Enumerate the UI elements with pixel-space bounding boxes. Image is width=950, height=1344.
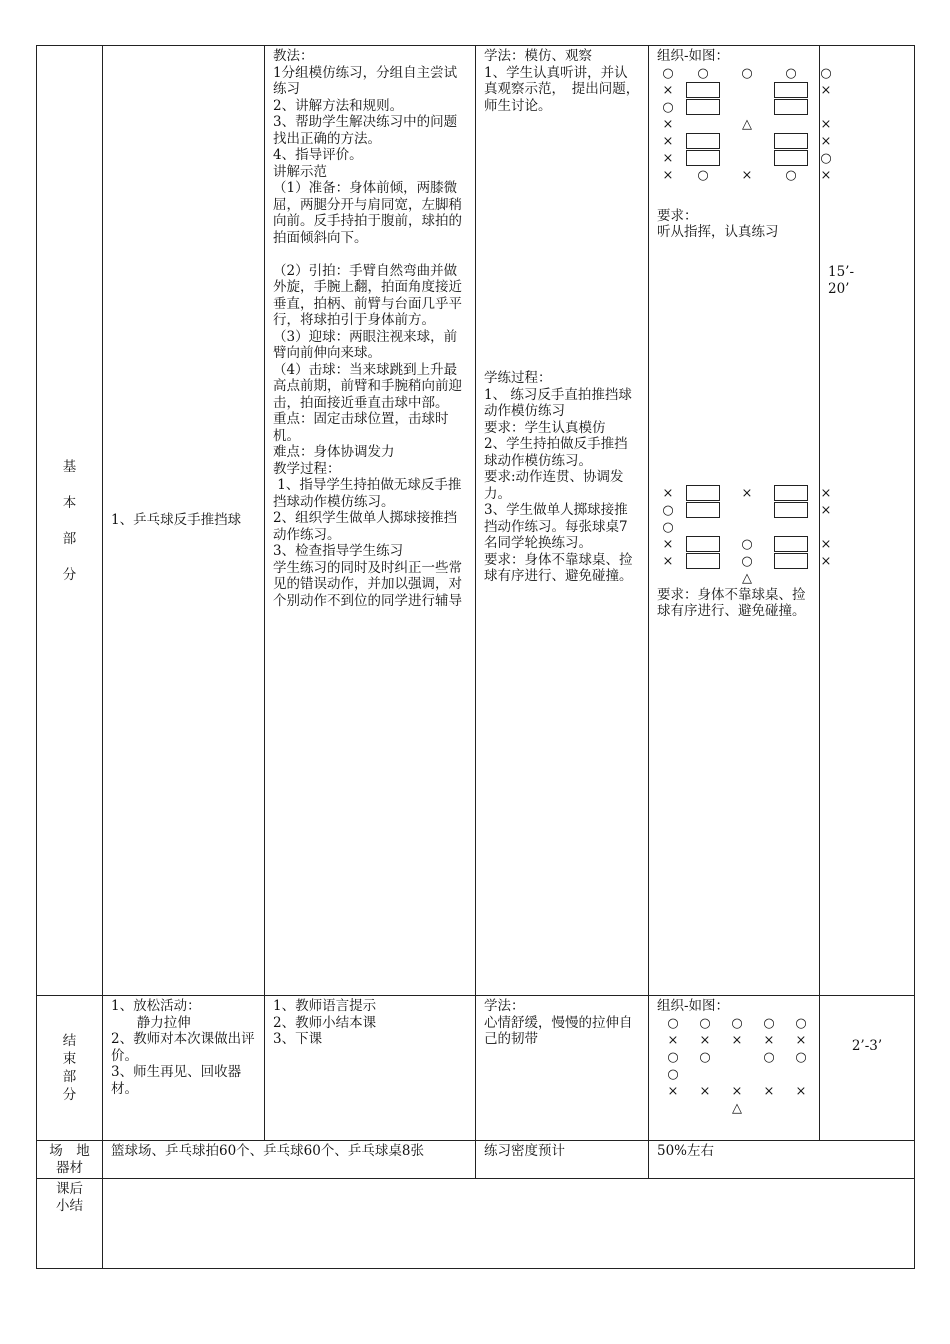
- diagram-empty-cell: [721, 1066, 753, 1083]
- ping-pong-table-icon: [686, 99, 720, 115]
- student-circle-icon: ○: [667, 1049, 679, 1065]
- student-cross-icon: ×: [662, 150, 674, 166]
- main-org-requirement-2: 要求：身体不靠球桌、捡球有序进行、避免碰撞。: [657, 586, 806, 619]
- main-org-title: 组织-如图：: [657, 48, 730, 64]
- end-content: 1、放松活动： 静力拉伸 2、教师对本次课做出评价。 3、师生再见、回收器材。: [103, 996, 265, 1141]
- table-rect-icon: [767, 99, 815, 116]
- diagram-empty-cell: [753, 1066, 785, 1083]
- diagram-empty-cell: [657, 570, 679, 587]
- student-circle-icon: ○: [785, 65, 797, 81]
- student-circle-icon: ○: [667, 1066, 679, 1082]
- student-circle-icon: ○: [662, 519, 674, 535]
- table-rect-icon: [679, 502, 727, 519]
- diagram-empty-cell: [721, 1049, 753, 1066]
- main-learning-method: [476, 46, 649, 996]
- diagram-empty-cell: [727, 99, 767, 116]
- student-cross-icon: ×: [820, 133, 832, 149]
- end-section-label: 结 束 部 分: [37, 996, 103, 1141]
- student-cross-icon: ×: [820, 536, 832, 552]
- ping-pong-table-icon: [686, 485, 720, 501]
- student-circle-icon: ○: [785, 167, 797, 183]
- student-cross-icon: ×: [662, 536, 674, 552]
- student-cross-icon: ×: [820, 82, 832, 98]
- student-circle-icon: ○: [795, 1015, 807, 1031]
- student-circle-icon: ○: [699, 1015, 711, 1031]
- end-time-value: 2’-3’: [851, 1037, 883, 1054]
- diagram-empty-cell: [679, 570, 727, 587]
- venue-label: 场 地 器材: [37, 1141, 103, 1179]
- student-cross-icon: ×: [667, 1083, 679, 1099]
- table-rect-icon: [679, 133, 727, 150]
- diagram-empty-cell: [657, 1100, 689, 1117]
- diagram-empty-cell: [815, 99, 837, 116]
- student-cross-icon: ×: [731, 1032, 743, 1048]
- ping-pong-table-icon: [686, 536, 720, 552]
- student-cross-icon: ×: [820, 502, 832, 518]
- main-content: 1、乒乓球反手推挡球: [103, 46, 265, 996]
- formation-diagram-3: [657, 1015, 811, 1117]
- table-rect-icon: [767, 536, 815, 553]
- student-cross-icon: ×: [731, 1083, 743, 1099]
- venue-value: 篮球场、乒乓球拍60个、乒乓球60个、乒乓球桌8张: [103, 1141, 476, 1179]
- student-circle-icon: ○: [699, 1049, 711, 1065]
- student-cross-icon: ×: [662, 485, 674, 501]
- student-cross-icon: ×: [820, 553, 832, 569]
- table-rect-icon: [767, 502, 815, 519]
- student-cross-icon: ×: [662, 116, 674, 132]
- main-teaching-method: 教法： 1分组模仿练习，分组自主尝试练习 2、讲解方法和规则。 3、帮助学生解决练习中的问题找出正确的方法。 4、指导评价。 讲解示范 （1）准备：身体前倾，两膝微屈，两腿分开与肩同宽，左脚稍向前。反手持拍于腹前，球拍的拍面倾斜向下。 （2）引拍：手臂自然弯曲并做外旋，手腕上翻，拍面角度接近垂直，拍柄、前臂与台面几乎平行，将球拍引于身体前方。 （3）迎球：两眼注视来球，前臂向前伸向来球。 （4）击球：当来球跳到上升最高点前期，前臂和手腕稍向前迎击，拍面接近垂直击球中部。 重点：固定击球位置，击球时机。 难点：身体协调发力 教学过程： 1、指导学生持拍做无球反手推挡球动作模仿练习。 2、组织学生做单人掷球接推挡动作练习。 3、检查指导学生练习 学生练习的同时及时纠正一些常见的错误动作，并加以强调，对个别动作不到位的同学进行辅导: [265, 46, 476, 996]
- student-circle-icon: ○: [820, 150, 832, 166]
- diagram-empty-cell: [689, 1066, 721, 1083]
- end-org-title: 组织-如图：: [657, 998, 730, 1014]
- diagram-empty-cell: [785, 1066, 817, 1083]
- student-cross-icon: ×: [662, 553, 674, 569]
- teacher-triangle-icon: △: [742, 116, 752, 132]
- diagram-empty-cell: [679, 519, 727, 536]
- student-cross-icon: ×: [820, 167, 832, 183]
- diagram-empty-cell: [727, 133, 767, 150]
- main-learning-top: 学法：模仿、观察 1、学生认真听讲，并认真观察示范， 提出问题，师生讨论。: [484, 48, 640, 114]
- ping-pong-table-icon: [774, 485, 808, 501]
- diagram-empty-cell: [689, 1100, 721, 1117]
- diagram-empty-cell: [679, 116, 727, 133]
- ping-pong-table-icon: [774, 82, 808, 98]
- table-rect-icon: [767, 133, 815, 150]
- diagram-empty-cell: [767, 570, 815, 587]
- student-cross-icon: ×: [795, 1083, 807, 1099]
- student-circle-icon: ○: [697, 167, 709, 183]
- student-cross-icon: ×: [662, 133, 674, 149]
- table-rect-icon: [679, 99, 727, 116]
- student-cross-icon: ×: [741, 485, 753, 501]
- main-section-label: 基 本 部 分: [37, 46, 103, 996]
- table-rect-icon: [679, 553, 727, 570]
- end-teaching-method: 1、教师语言提示 2、教师小结本课 3、下课: [265, 996, 476, 1141]
- diagram-empty-cell: [727, 150, 767, 167]
- student-cross-icon: ×: [699, 1083, 711, 1099]
- main-organization: [649, 46, 832, 996]
- diagram-empty-cell: [785, 1100, 817, 1117]
- ping-pong-table-icon: [686, 150, 720, 166]
- student-cross-icon: ×: [763, 1083, 775, 1099]
- end-organization: [649, 996, 820, 1141]
- student-circle-icon: ○: [741, 65, 753, 81]
- density-label: 练习密度预计: [476, 1141, 649, 1179]
- diagram-empty-cell: [727, 519, 767, 536]
- diagram-empty-cell: [815, 519, 837, 536]
- main-time-value: 15’- 20’: [828, 264, 855, 297]
- student-circle-icon: ○: [820, 65, 832, 81]
- venue-row: [37, 1141, 915, 1179]
- diagram-empty-cell: [727, 82, 767, 99]
- student-circle-icon: ○: [731, 1015, 743, 1031]
- student-cross-icon: ×: [662, 167, 674, 183]
- table-rect-icon: [767, 485, 815, 502]
- student-circle-icon: ○: [662, 502, 674, 518]
- summary-row: [37, 1179, 915, 1269]
- ping-pong-table-icon: [686, 502, 720, 518]
- diagram-empty-cell: [753, 1100, 785, 1117]
- student-cross-icon: ×: [820, 485, 832, 501]
- ping-pong-table-icon: [686, 82, 720, 98]
- ping-pong-table-icon: [774, 99, 808, 115]
- ping-pong-table-icon: [774, 502, 808, 518]
- end-learning-method: 学法： 心情舒缓，慢慢的拉伸自己的韧带: [476, 996, 649, 1141]
- table-rect-icon: [767, 82, 815, 99]
- density-value: 50%左右: [649, 1141, 915, 1179]
- student-circle-icon: ○: [763, 1049, 775, 1065]
- student-cross-icon: ×: [667, 1032, 679, 1048]
- main-org-requirement-1: 要求： 听从指挥，认真练习: [657, 207, 779, 240]
- ping-pong-table-icon: [774, 133, 808, 149]
- table-rect-icon: [679, 82, 727, 99]
- summary-label: 课后 小结: [37, 1179, 103, 1269]
- student-cross-icon: ×: [741, 167, 753, 183]
- table-rect-icon: [679, 536, 727, 553]
- student-cross-icon: ×: [699, 1032, 711, 1048]
- lesson-plan-table: [36, 45, 915, 1269]
- formation-diagram-2: [657, 485, 832, 587]
- student-circle-icon: ○: [697, 65, 709, 81]
- main-section-row: [37, 46, 915, 996]
- diagram-empty-cell: [767, 116, 815, 133]
- diagram-empty-cell: [767, 519, 815, 536]
- teacher-triangle-icon: △: [742, 570, 752, 586]
- end-section-row: [37, 996, 915, 1141]
- ping-pong-table-icon: [774, 150, 808, 166]
- ping-pong-table-icon: [686, 553, 720, 569]
- student-circle-icon: ○: [741, 553, 753, 569]
- student-cross-icon: ×: [662, 82, 674, 98]
- main-learning-bottom: 学练过程： 1、 练习反手直拍推挡球动作模仿练习 要求：学生认真模仿 2、学生持拍做反手推挡球动作模仿练习。 要求:动作连贯、协调发力。 3、学生做单人掷球接推挡动作练习。每张球桌7名同学轮换练习。 要求：身体不靠球桌、捡球有序进行、避免碰撞。: [484, 370, 633, 584]
- diagram-empty-cell: [727, 502, 767, 519]
- teacher-triangle-icon: △: [732, 1100, 742, 1116]
- table-rect-icon: [767, 553, 815, 570]
- student-circle-icon: ○: [667, 1015, 679, 1031]
- student-cross-icon: ×: [763, 1032, 775, 1048]
- ping-pong-table-icon: [774, 536, 808, 552]
- diagram-empty-cell: [815, 570, 837, 587]
- student-circle-icon: ○: [662, 65, 674, 81]
- student-circle-icon: ○: [763, 1015, 775, 1031]
- student-cross-icon: ×: [820, 116, 832, 132]
- formation-diagram-1: [657, 65, 832, 184]
- student-cross-icon: ×: [795, 1032, 807, 1048]
- table-rect-icon: [679, 150, 727, 167]
- end-time: [820, 996, 915, 1141]
- student-circle-icon: ○: [795, 1049, 807, 1065]
- ping-pong-table-icon: [774, 553, 808, 569]
- student-circle-icon: ○: [741, 536, 753, 552]
- ping-pong-table-icon: [686, 133, 720, 149]
- summary-value: [103, 1179, 915, 1269]
- student-circle-icon: ○: [662, 99, 674, 115]
- table-rect-icon: [679, 485, 727, 502]
- table-rect-icon: [767, 150, 815, 167]
